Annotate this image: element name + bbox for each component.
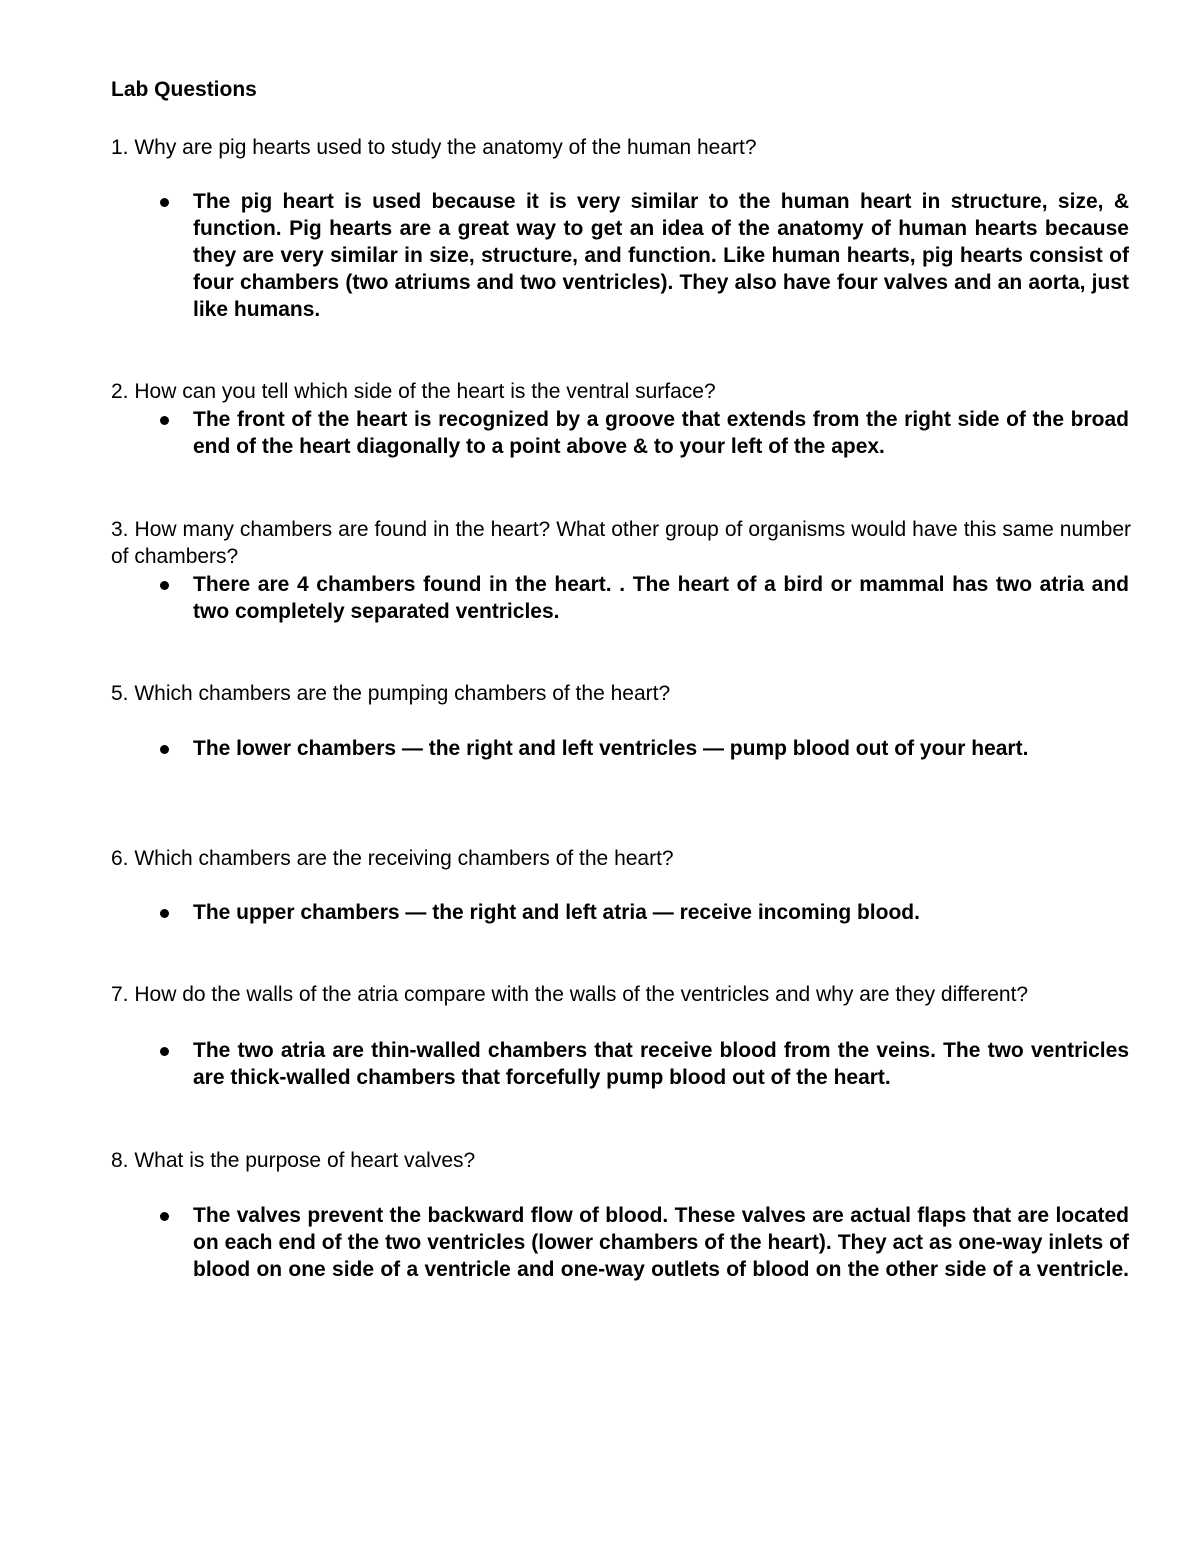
question-6: 6. Which chambers are the receiving chambers of the heart? bbox=[111, 847, 674, 870]
question-3: 3. How many chambers are found in the heart? What other group of organisms would have this same number of chambers? bbox=[111, 518, 1131, 568]
bullet-icon bbox=[160, 745, 169, 754]
answer-6: The upper chambers — the right and left atria — receive incoming blood. bbox=[193, 901, 920, 924]
bullet-icon bbox=[160, 1212, 169, 1221]
answer-1: The pig heart is used because it is very similar to the human heart in structure, size, & function. Pig hearts are a great way to get an idea of the anatomy of human hearts because they are very similar in size, structure, and function. Like human hearts, pig hearts consist of four chambers (two atriums and two ventricles). They also have four valves and an aorta, just like humans. bbox=[193, 190, 1129, 321]
bullet-icon bbox=[160, 581, 169, 590]
answer-3: There are 4 chambers found in the heart. . The heart of a bird or mammal has two atria and two completely separated ventricles. bbox=[193, 573, 1129, 623]
answer-8: The valves prevent the backward flow of blood. These valves are actual flaps that are located on each end of the two ventricles (lower chambers of the heart). They act as one-way inlets of blood on one side of a ventricle and one-way outlets of blood on the other side of a ventricle. bbox=[193, 1204, 1129, 1281]
question-8: 8. What is the purpose of heart valves? bbox=[111, 1149, 476, 1172]
question-1: 1. Why are pig hearts used to study the anatomy of the human heart? bbox=[111, 136, 757, 159]
answer-7: The two atria are thin-walled chambers that receive blood from the veins. The two ventricles are thick-walled chambers that forcefully pump blood out of the heart. bbox=[193, 1039, 1129, 1089]
page-title: Lab Questions bbox=[111, 78, 257, 101]
question-2: 2. How can you tell which side of the heart is the ventral surface? bbox=[111, 380, 716, 403]
answer-2: The front of the heart is recognized by a groove that extends from the right side of the broad end of the heart diagonally to a point above & to your left of the apex. bbox=[193, 408, 1129, 458]
question-5: 5. Which chambers are the pumping chambers of the heart? bbox=[111, 682, 671, 705]
bullet-icon bbox=[160, 1047, 169, 1056]
bullet-icon bbox=[160, 198, 169, 207]
answer-5: The lower chambers — the right and left ventricles — pump blood out of your heart. bbox=[193, 737, 1029, 760]
bullet-icon bbox=[160, 416, 169, 425]
question-7: 7. How do the walls of the atria compare with the walls of the ventricles and why are they different? bbox=[111, 983, 1029, 1006]
bullet-icon bbox=[160, 909, 169, 918]
